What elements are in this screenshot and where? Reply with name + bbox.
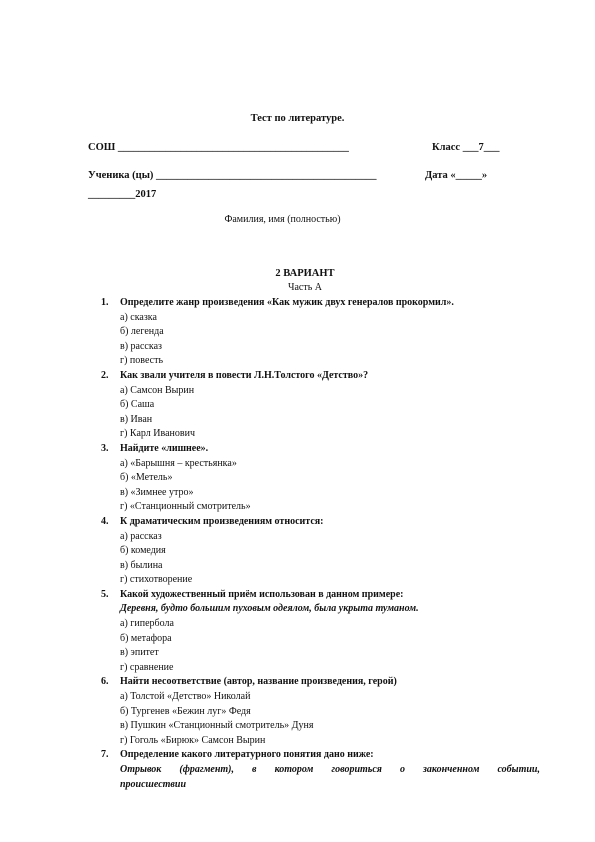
page-title: Тест по литературе. [250, 113, 345, 124]
answer-option: в) эпитет [120, 647, 159, 659]
answer-option: в) рассказ [120, 340, 162, 352]
question-5 [101, 588, 541, 676]
answer-option: г) повесть [120, 355, 164, 367]
question-7 [101, 748, 541, 792]
question-number: 1. [101, 297, 109, 308]
example-quote: Деревня, будто большим пуховым одеялом, была укрыта туманом. [120, 603, 419, 615]
part-heading: Часть А [287, 282, 323, 293]
question-2 [101, 369, 541, 442]
answer-option: а) Самсон Вырин [120, 384, 195, 396]
definition-quote-line-2: происшествии [120, 778, 187, 790]
answer-option: б) комедия [120, 545, 166, 557]
question-number: 5. [101, 588, 109, 600]
name-caption: Фамилия, имя (полностью) [224, 214, 341, 225]
question-text: Какой художественный приём использован в данном примере: [120, 588, 404, 600]
question-number: 6. [101, 676, 109, 688]
answer-option: г) стихотворение [120, 574, 193, 586]
question-text: К драматическим произведениям относится: [120, 515, 324, 527]
answer-option: а) сказка [120, 311, 157, 323]
question-1 [101, 296, 541, 369]
answer-option: г) Карл Иванович [120, 428, 195, 440]
answer-option: г) Гоголь «Бирюк» Самсон Вырин [120, 734, 266, 746]
answer-option: а) Толстой «Детство» Николай [120, 691, 251, 703]
question-number: 7. [101, 749, 109, 761]
question-text: Как звали учителя в повести Л.Н.Толстого «Детство»? [120, 369, 369, 381]
question-3 [101, 442, 541, 515]
question-4 [101, 515, 541, 588]
answer-option: б) Саша [120, 399, 155, 411]
question-text: Найдите «лишнее». [120, 442, 209, 454]
question-text: Определение какого литературного понятия дано ниже: [120, 749, 374, 761]
answer-option: в) былина [120, 559, 163, 571]
answer-option: б) легенда [120, 326, 164, 338]
year-field: _________2017 [88, 189, 157, 200]
answer-option: г) сравнение [120, 661, 174, 673]
variant-heading: 2 ВАРИАНТ [275, 268, 335, 279]
question-list [101, 296, 541, 792]
answer-option: г) «Станционный смотритель» [120, 501, 251, 513]
answer-option: а) гипербола [120, 618, 174, 630]
answer-option: б) метафора [120, 632, 172, 644]
answer-option: б) Тургенев «Бежин луг» Федя [120, 705, 251, 717]
school-field-label: СОШ ____________________________________________ [88, 142, 349, 153]
student-field-label: Ученика (цы) __________________________________________ [88, 170, 377, 181]
question-text: Определите жанр произведения «Как мужик двух генералов прокормил». [120, 297, 454, 308]
answer-option: а) рассказ [120, 530, 162, 542]
answer-option: б) «Метель» [120, 472, 173, 484]
question-6 [101, 675, 541, 748]
definition-quote-line-1: Отрывок (фрагмент), в котором говориться о законченном событии, [120, 764, 540, 775]
question-number: 4. [101, 515, 109, 527]
question-text: Найти несоответствие (автор, название произведения, герой) [120, 676, 397, 688]
date-field-label: Дата «_____» [425, 170, 488, 181]
question-number: 3. [101, 442, 109, 454]
answer-option: в) Иван [120, 413, 153, 425]
answer-option: в) «Зимнее утро» [120, 486, 194, 498]
answer-option: в) Пушкин «Станционный смотритель» Дуня [120, 720, 314, 732]
answer-option: а) «Барышня – крестьянка» [120, 457, 237, 469]
class-field-label: Класс ___7___ [432, 142, 500, 153]
question-number: 2. [101, 369, 109, 381]
